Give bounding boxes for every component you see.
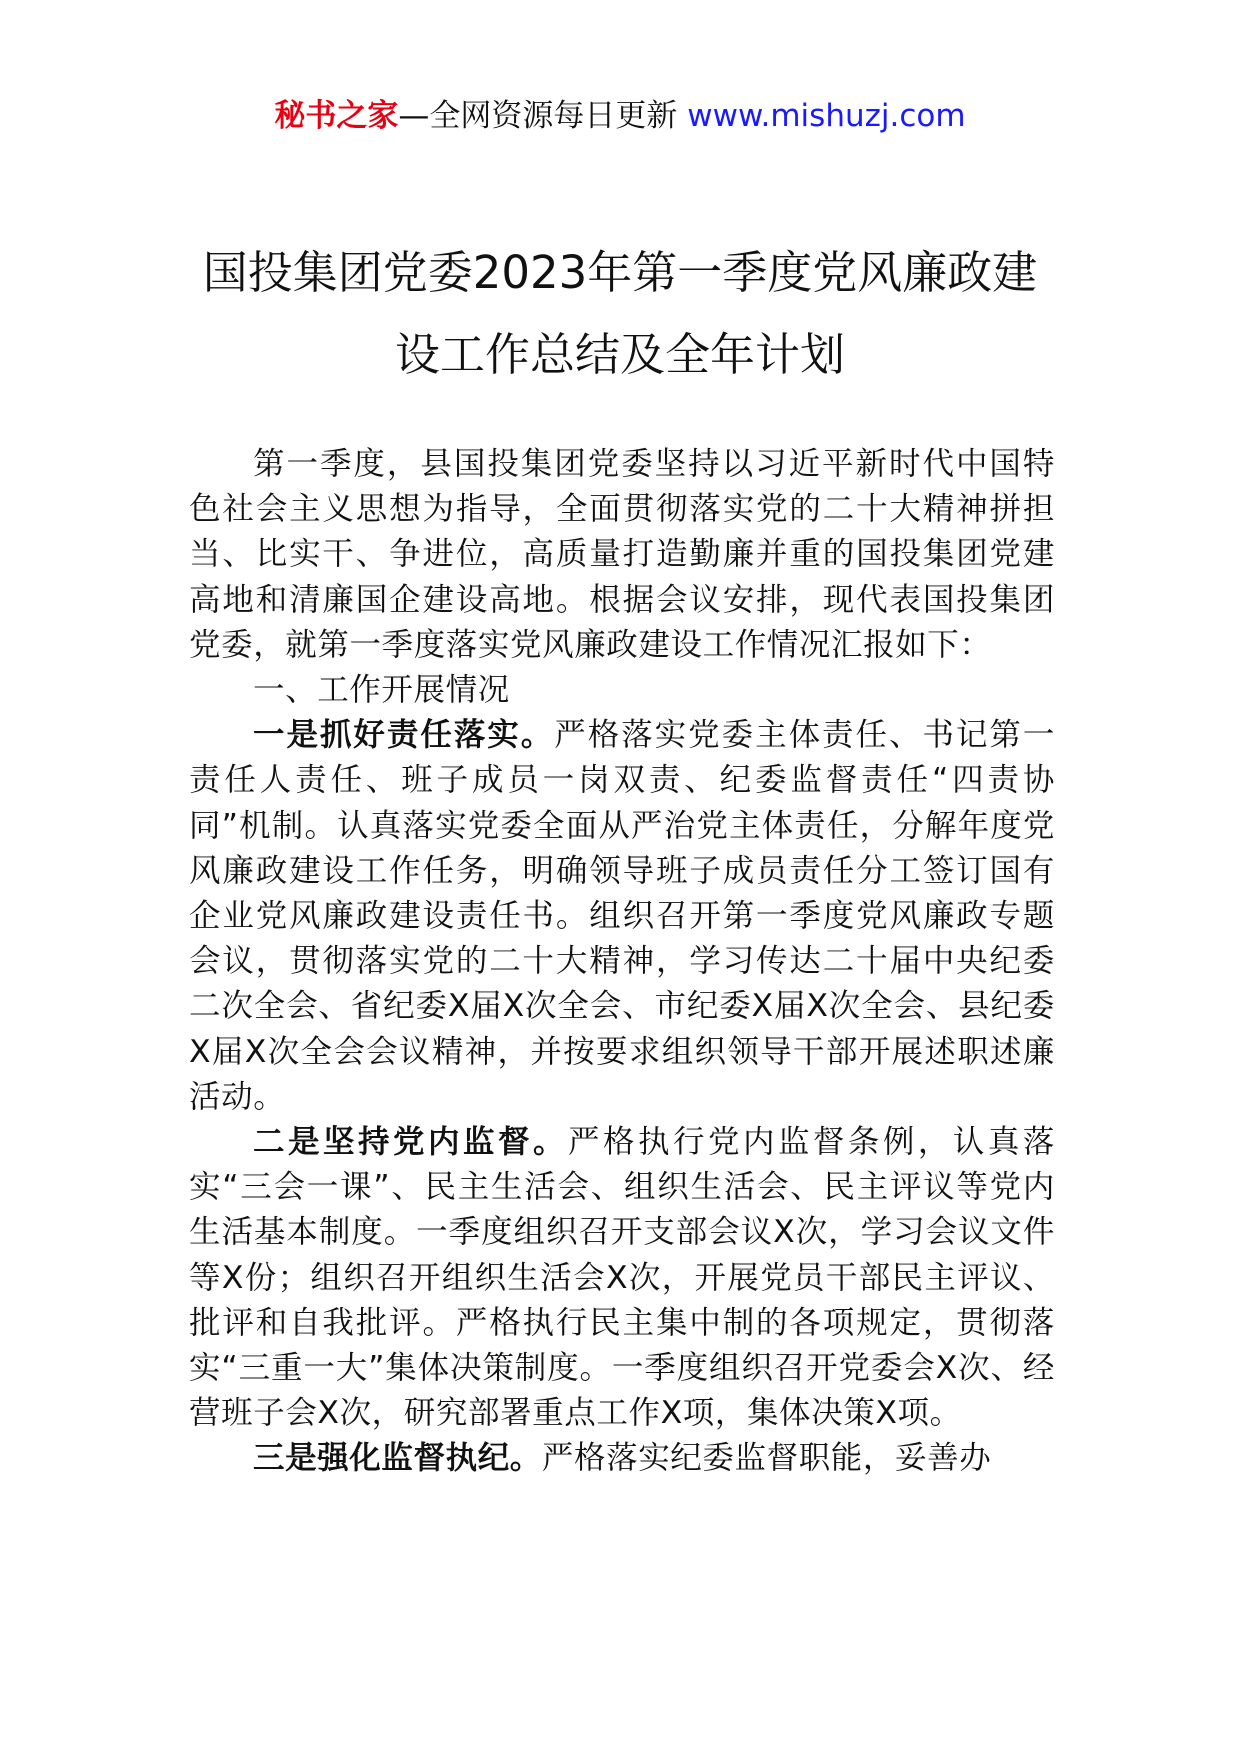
- site-brand: 秘书之家: [274, 98, 399, 134]
- intro-paragraph: 第一季度，县国投集团党委坚持以习近平新时代中国特色社会主义思想为指导，全面贯彻落实党的二十大精神拼担当、比实干、争进位，高质量打造勤廉并重的国投集团党建高地和清廉国企建设高地。根据会议安排，现代表国投集团党委，就第一季度落实党风廉政建设工作情况汇报如下：: [189, 446, 1055, 663]
- paragraph-lead-3: 三是强化监督执纪。: [253, 1440, 542, 1477]
- section-heading-1: 一、工作开展情况: [253, 672, 510, 709]
- paragraph-responsibility: [189, 713, 1055, 1120]
- paragraph-text-1: 严格落实党委主体责任、书记第一责任人责任、班子成员一岗双责、纪委监督责任“四责协同”机制。认真落实党委全面从严治党主体责任，分解年度党风廉政建设工作任务，明确领导班子成员责任分工签订国有企业党风廉政建设责任书。组织召开第一季度党风廉政专题会议，贯彻落实党的二十大精神，学习传达二十届中央纪委二次全会、省纪委X届X次全会、市纪委X届X次全会、县纪委X届X次全会会议精神，并按要求组织领导干部开展述职述廉活动。: [189, 717, 1055, 1115]
- paragraph-text-2: 严格执行党内监督条例，认真落实“三会一课”、民主生活会、组织生活会、民主评议等党内生活基本制度。一季度组织召开支部会议X次，学习会议文件等X份；组织召开组织生活会X次，开展党员干部民主评议、批评和自我批评。严格执行民主集中制的各项规定，贯彻落实“三重一大”集体决策制度。一季度组织召开党委会X次、经营班子会X次，研究部署重点工作X项，集体决策X项。: [189, 1124, 1056, 1432]
- site-header: [0, 96, 1240, 136]
- title-line-2: 设工作总结及全年计划: [394, 328, 845, 381]
- paragraph-discipline: [189, 1436, 1055, 1481]
- site-slogan: —全网资源每日更新: [398, 98, 678, 134]
- paragraph-text-3: 严格落实纪委监督职能，妥善办: [541, 1440, 992, 1477]
- paragraph-lead-2: 二是坚持党内监督。: [253, 1124, 568, 1161]
- paragraph-lead-1: 一是抓好责任落实。: [253, 717, 555, 754]
- site-url-link[interactable]: www.mishuzj.com: [687, 98, 966, 134]
- document-body: [189, 442, 1055, 1482]
- title-line-1: 国投集团党委2023年第一季度党风廉政建: [202, 246, 1038, 299]
- paragraph-supervision: [189, 1120, 1055, 1436]
- document-title: [120, 232, 1120, 396]
